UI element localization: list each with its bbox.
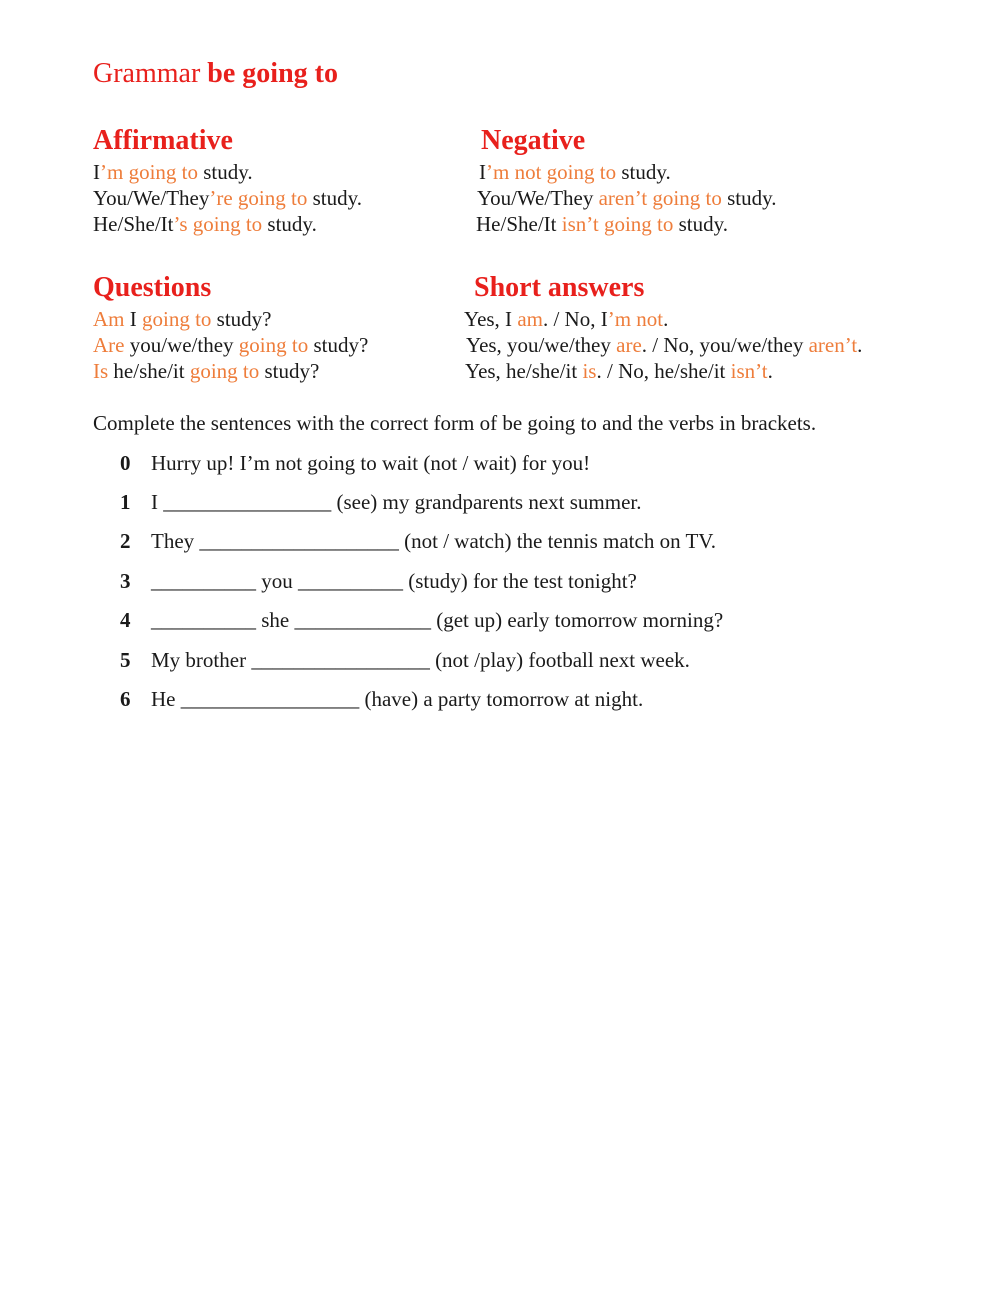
exercise-number: 6	[120, 687, 131, 711]
highlight-segment: am	[517, 307, 543, 331]
title-prefix: Grammar	[93, 58, 208, 89]
affirmative-line	[93, 186, 362, 211]
heading-affirmative: Affirmative	[93, 125, 233, 156]
exercise-text: I ________________ (see) my grandparents next summer.	[151, 490, 642, 514]
heading-negative: Negative	[481, 125, 586, 156]
text-segment: .	[663, 307, 669, 331]
exercise-number: 2	[120, 529, 131, 553]
text-segment: study.	[262, 212, 317, 236]
negative-line	[476, 212, 728, 237]
affirmative-line	[93, 212, 317, 237]
text-segment: He/She/It	[93, 212, 174, 236]
text-segment: He/She/It	[476, 212, 562, 236]
negative-line	[479, 160, 671, 185]
text-segment: I	[479, 160, 486, 184]
questions-line	[93, 359, 319, 384]
short-answer-line	[465, 359, 773, 384]
highlight-segment: ’m going to	[100, 160, 198, 184]
instruction-text: Complete the sentences with the correct form of be going to and the verbs in brackets.	[93, 411, 817, 435]
exercise-number: 1	[120, 490, 131, 514]
exercise-item	[120, 648, 690, 673]
text-segment: he/she/it	[108, 359, 190, 383]
text-segment: Yes, he/she/it	[465, 359, 583, 383]
title-bold: be going to	[207, 58, 338, 89]
highlight-segment: Are	[93, 333, 125, 357]
short-answer-line	[464, 307, 668, 332]
text-segment: I	[93, 160, 100, 184]
text-segment: study.	[307, 186, 362, 210]
highlight-segment: isn’t going to	[561, 212, 674, 236]
exercise-number: 3	[120, 569, 131, 593]
text-segment: study.	[198, 160, 253, 184]
text-segment: study?	[308, 333, 369, 357]
text-segment: .	[767, 359, 773, 383]
exercise-text: Hurry up! I’m not going to wait (not / wait) for you!	[151, 451, 591, 475]
text-segment: You/We/They	[477, 186, 599, 210]
text-segment: I	[124, 307, 142, 331]
negative-line	[477, 186, 777, 211]
highlight-segment: ’re going to	[209, 186, 308, 210]
affirmative-line	[93, 160, 253, 185]
highlight-segment: are	[616, 333, 642, 357]
text-segment: .	[857, 333, 863, 357]
highlight-segment: ’s going to	[173, 212, 263, 236]
text-segment: . / No, I	[542, 307, 608, 331]
exercise-number: 0	[120, 451, 131, 475]
highlight-segment: is	[582, 359, 597, 383]
highlight-segment: aren’t going to	[598, 186, 722, 210]
exercise-item	[120, 687, 643, 712]
highlight-segment: ’m not	[607, 307, 664, 331]
highlight-segment: Is	[93, 359, 109, 383]
questions-line	[93, 307, 272, 332]
exercise-item	[120, 608, 723, 633]
highlight-segment: going to	[189, 359, 260, 383]
highlight-segment: ’m not going to	[486, 160, 617, 184]
text-segment: you/we/they	[124, 333, 239, 357]
text-segment: study?	[211, 307, 272, 331]
highlight-segment: going to	[238, 333, 309, 357]
text-segment: study.	[616, 160, 671, 184]
page-title	[93, 58, 338, 90]
exercise-number: 4	[120, 608, 131, 632]
questions-line	[93, 333, 368, 358]
exercise-item	[120, 451, 590, 476]
exercise-item	[120, 490, 642, 515]
heading-questions: Questions	[93, 272, 212, 303]
text-segment: You/We/They	[93, 186, 210, 210]
text-segment: . / No, he/she/it	[596, 359, 731, 383]
text-segment: Yes, I	[464, 307, 518, 331]
short-answer-line	[466, 333, 862, 358]
text-segment: Yes, you/we/they	[466, 333, 617, 357]
highlight-segment: going to	[142, 307, 212, 331]
text-segment: . / No, you/we/they	[641, 333, 809, 357]
highlight-segment: isn’t	[730, 359, 768, 383]
text-segment: study.	[721, 186, 777, 210]
exercise-text: He _________________ (have) a party tomorrow at night.	[151, 687, 644, 711]
exercise-item	[120, 569, 637, 594]
exercise-text: __________ she _____________ (get up) early tomorrow morning?	[151, 608, 724, 632]
exercise-text: __________ you __________ (study) for the test tonight?	[151, 569, 637, 593]
highlight-segment: Am	[93, 307, 125, 331]
exercise-text: My brother _________________ (not /play) football next week.	[151, 648, 690, 672]
text-segment: study?	[259, 359, 320, 383]
exercise-item	[120, 529, 716, 554]
text-segment: study.	[673, 212, 729, 236]
exercise-text: They ___________________ (not / watch) the tennis match on TV.	[151, 529, 716, 553]
exercise-number: 5	[120, 648, 131, 672]
heading-short-answers: Short answers	[474, 272, 645, 303]
highlight-segment: aren’t	[808, 333, 858, 357]
